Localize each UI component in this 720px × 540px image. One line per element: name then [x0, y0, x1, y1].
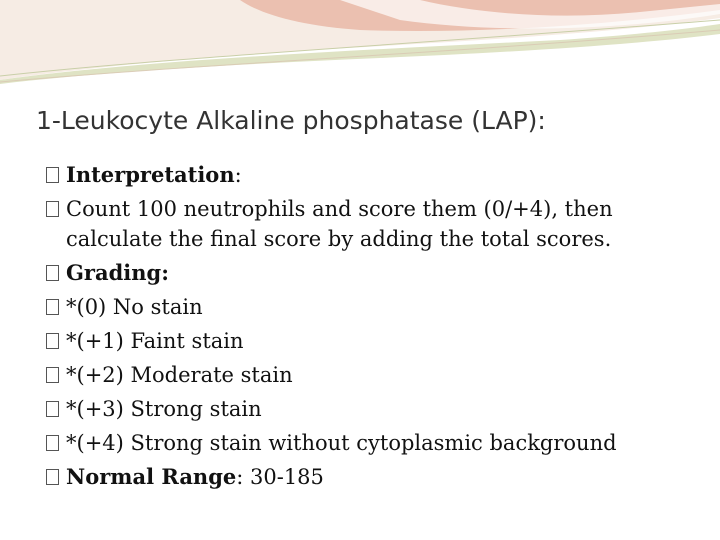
- missing-glyph-bullet-icon: [46, 265, 59, 281]
- decorative-top-banner: [0, 0, 720, 90]
- slide-title: 1-Leukocyte Alkaline phosphatase (LAP):: [36, 106, 546, 135]
- bullet-item-interpretation: Interpretation:: [46, 158, 686, 192]
- bullet-item-grade-4: *(+4) Strong stain without cytoplasmic background: [46, 426, 686, 460]
- missing-glyph-bullet-icon: [46, 367, 59, 383]
- bullet-item-count: Count 100 neutrophils and score them (0/+4), then calculate the final score by adding the total scores.: [46, 192, 686, 256]
- missing-glyph-bullet-icon: [46, 201, 59, 217]
- missing-glyph-bullet-icon: [46, 401, 59, 417]
- bullet-item-grade-2: *(+2) Moderate stain: [46, 358, 686, 392]
- bullet-item-grade-0: *(0) No stain: [46, 290, 686, 324]
- bullet-list: [46, 158, 686, 494]
- missing-glyph-bullet-icon: [46, 333, 59, 349]
- missing-glyph-bullet-icon: [46, 435, 59, 451]
- missing-glyph-bullet-icon: [46, 469, 59, 485]
- bullet-item-normal-range: Normal Range: 30-185: [46, 460, 686, 494]
- bullet-item-grade-3: *(+3) Strong stain: [46, 392, 686, 426]
- bullet-item-grading: Grading:: [46, 256, 686, 290]
- missing-glyph-bullet-icon: [46, 167, 59, 183]
- missing-glyph-bullet-icon: [46, 299, 59, 315]
- bullet-item-grade-1: *(+1) Faint stain: [46, 324, 686, 358]
